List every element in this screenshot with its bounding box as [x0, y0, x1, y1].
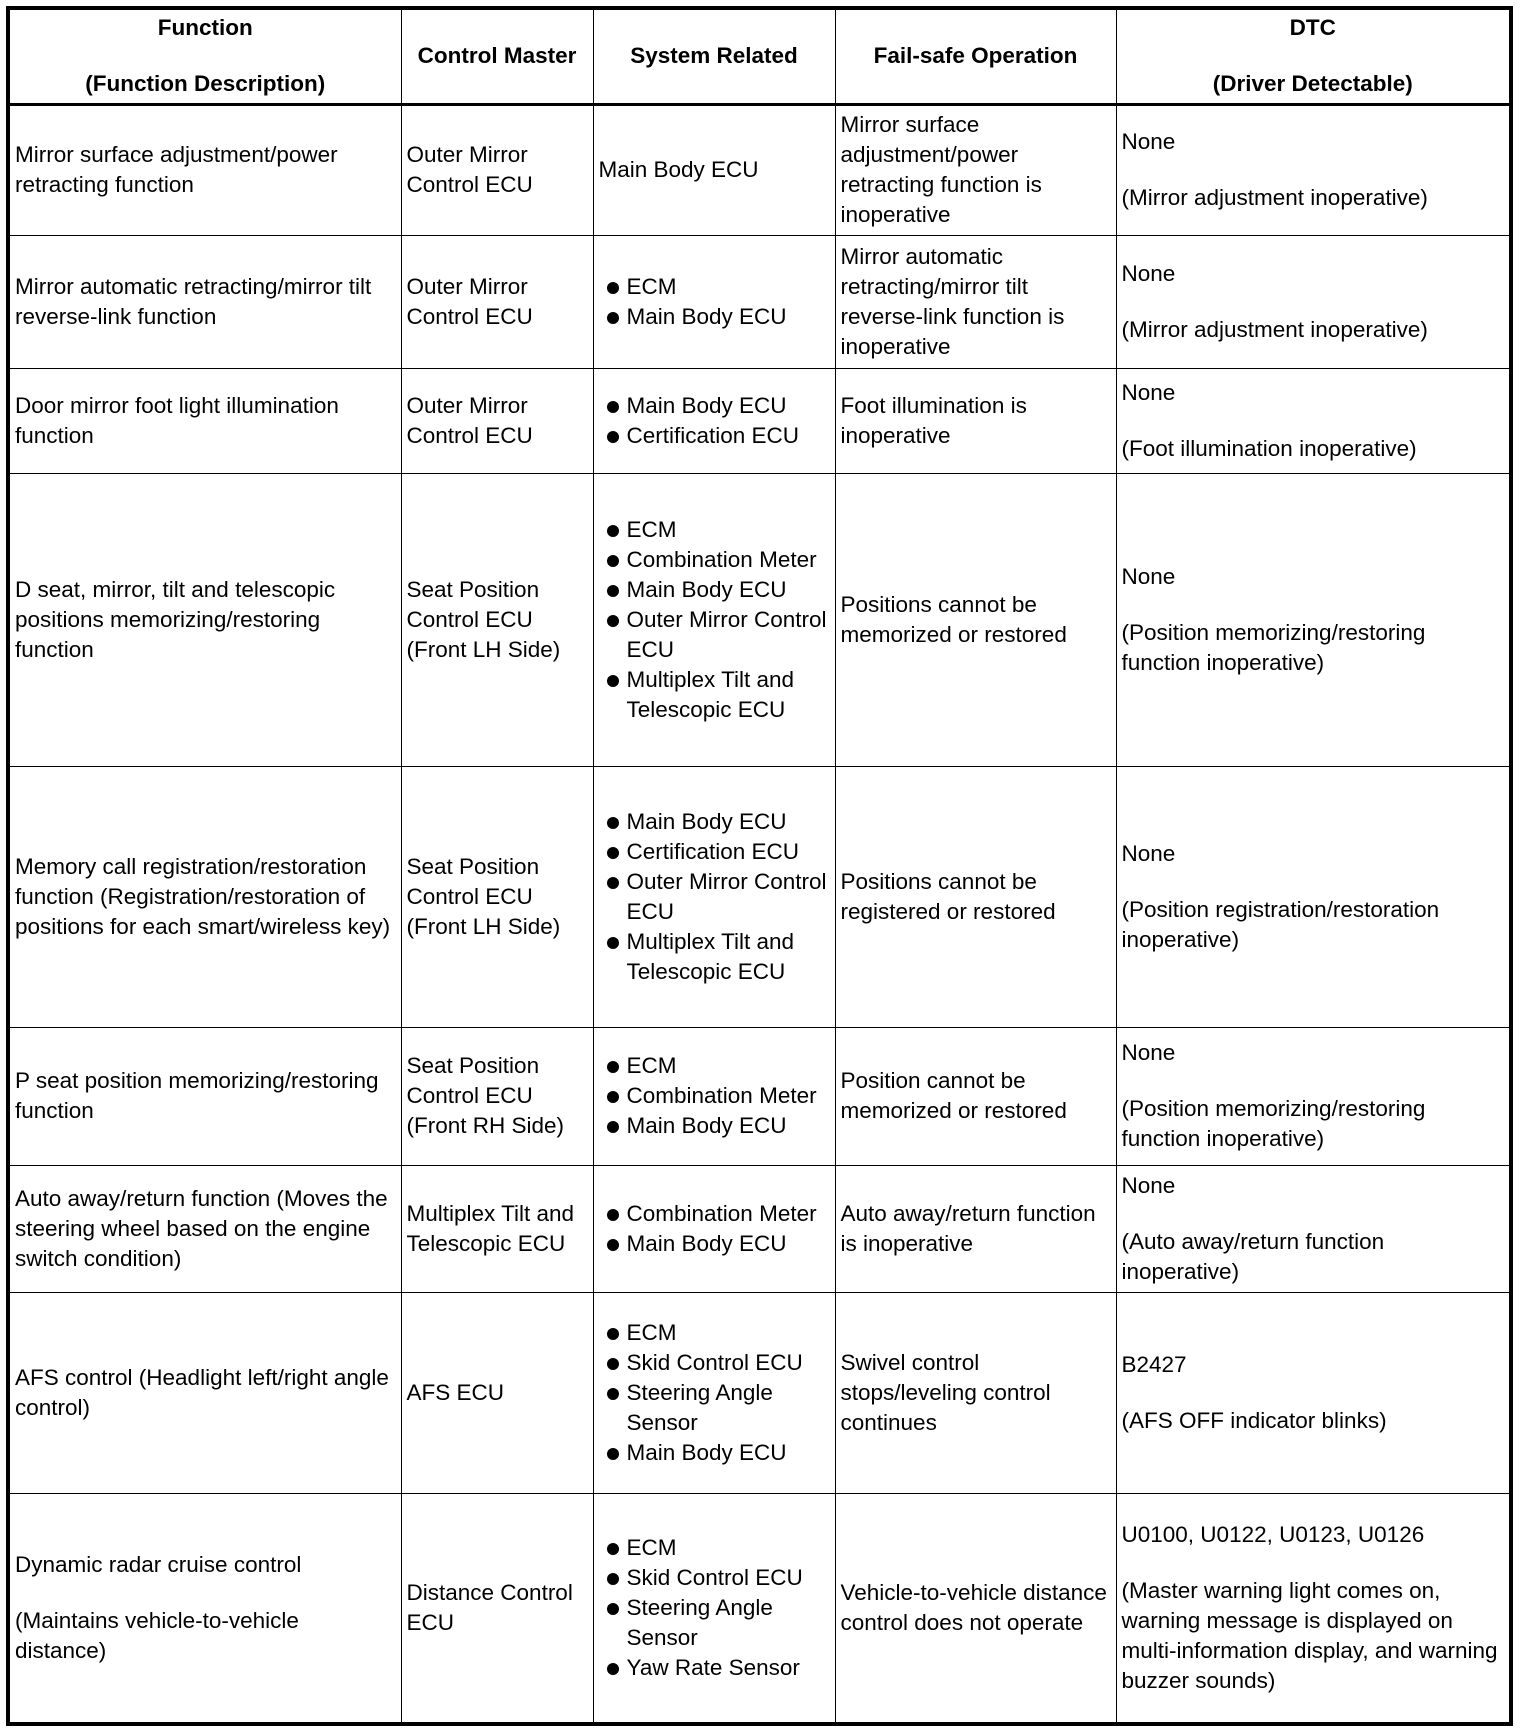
spacer: [1122, 1380, 1505, 1406]
function-text: Door mirror foot light illumination function: [15, 392, 339, 448]
control-master-cell: Outer Mirror Control ECU: [401, 235, 593, 368]
fail-safe-cell: Position cannot be memorized or restored: [835, 1027, 1116, 1165]
dtc-cell: [1116, 473, 1511, 766]
fail-safe-cell: Mirror automatic retracting/mirror tilt reverse-link function is inoperative: [835, 235, 1116, 368]
dtc-code: B2427: [1121, 1351, 1187, 1377]
dtc-cell: [1116, 104, 1511, 235]
header-dtc: [1116, 8, 1511, 104]
system-list-item: Skid Control ECU: [627, 1563, 830, 1593]
system-list: [599, 1199, 830, 1259]
control-master-cell: Seat Position Control ECU (Front RH Side): [401, 1027, 593, 1165]
system-list-item: Combination Meter: [627, 1081, 830, 1111]
system-related-cell: [593, 1493, 835, 1724]
system-list-item: Outer Mirror Control ECU: [627, 605, 830, 665]
system-list-item: Main Body ECU: [627, 1438, 830, 1468]
function-table: [6, 6, 1513, 1726]
dtc-note: (Mirror adjustment inoperative): [1121, 316, 1428, 342]
header-dtc-title: DTC: [1289, 15, 1336, 41]
header-row: [8, 8, 1511, 104]
function-cell: [8, 1493, 401, 1724]
dtc-note: (Position memorizing/restoring function inoperative): [1121, 619, 1426, 675]
function-text: AFS control (Headlight left/right angle control): [15, 1364, 389, 1420]
dtc-cell: [1116, 766, 1511, 1027]
function-cell: [8, 235, 401, 368]
table-row: [8, 1493, 1511, 1724]
system-related-cell: [593, 473, 835, 766]
dtc-cell: [1116, 1292, 1511, 1493]
fail-safe-cell: Swivel control stops/leveling control continues: [835, 1292, 1116, 1493]
dtc-code: None: [1121, 563, 1176, 589]
function-text: Mirror surface adjustment/power retracting function: [15, 142, 338, 197]
function-cell: [8, 473, 401, 766]
dtc-note: (Auto away/return function inoperative): [1121, 1228, 1385, 1284]
table-row: [8, 766, 1511, 1027]
header-system-related: System Related: [593, 8, 835, 104]
control-master-cell: Seat Position Control ECU (Front LH Side): [401, 766, 593, 1027]
system-list: [599, 515, 830, 725]
function-cell: [8, 766, 401, 1027]
system-list-item: Main Body ECU: [627, 807, 830, 837]
control-master-cell: Multiplex Tilt and Telescopic ECU: [401, 1165, 593, 1292]
dtc-note: (Mirror adjustment inoperative): [1121, 185, 1428, 210]
function-cell: [8, 1027, 401, 1165]
header-control-master: Control Master: [401, 8, 593, 104]
system-list-item: Skid Control ECU: [627, 1348, 830, 1378]
system-list-item: Steering Angle Sensor: [627, 1593, 830, 1653]
table-row: [8, 1165, 1511, 1292]
dtc-cell: [1116, 1493, 1511, 1724]
system-related-cell: [593, 1027, 835, 1165]
system-list: [599, 807, 830, 987]
function-cell: [8, 1165, 401, 1292]
fail-safe-cell: Foot illumination is inoperative: [835, 368, 1116, 473]
system-related-cell: [593, 766, 835, 1027]
system-list: [599, 1533, 830, 1683]
system-list-item: Certification ECU: [627, 421, 830, 451]
system-related-cell: [593, 368, 835, 473]
spacer: [1122, 289, 1505, 315]
system-list-item: Combination Meter: [627, 545, 830, 575]
system-list-item: Outer Mirror Control ECU: [627, 867, 830, 927]
system-list-item: Multiplex Tilt and Telescopic ECU: [627, 665, 830, 725]
dtc-code: None: [1121, 129, 1176, 154]
function-text: Memory call registration/restoration function (Registration/restoration of positions for each smart/wireless key): [15, 853, 391, 939]
function-cell: [8, 1292, 401, 1493]
spacer: [1122, 592, 1505, 618]
table-row: [8, 235, 1511, 368]
system-list-item: Main Body ECU: [627, 575, 830, 605]
system-list-item: Steering Angle Sensor: [627, 1378, 830, 1438]
header-function-sub: (Function Description): [85, 71, 326, 97]
control-master-cell: Seat Position Control ECU (Front LH Side): [401, 473, 593, 766]
table-row: [8, 368, 1511, 473]
system-list-item: Combination Meter: [627, 1199, 830, 1229]
fail-safe-cell: Positions cannot be registered or restored: [835, 766, 1116, 1027]
system-list-item: Main Body ECU: [627, 1229, 830, 1259]
dtc-code: None: [1121, 840, 1176, 866]
system-list: [599, 1051, 830, 1141]
system-related-cell: [593, 1165, 835, 1292]
system-list-item: Main Body ECU: [627, 391, 830, 421]
control-master-cell: Outer Mirror Control ECU: [401, 368, 593, 473]
spacer: [1122, 408, 1505, 434]
header-dtc-sub: (Driver Detectable): [1212, 71, 1413, 97]
spacer: [1122, 1550, 1505, 1576]
function-cell: [8, 104, 401, 235]
system-list-item: Multiplex Tilt and Telescopic ECU: [627, 927, 830, 987]
system-list-item: Certification ECU: [627, 837, 830, 867]
system-related-cell: [593, 235, 835, 368]
dtc-note: (Position registration/restoration inoperative): [1121, 896, 1440, 952]
dtc-note: (AFS OFF indicator blinks): [1121, 1407, 1387, 1433]
dtc-code: None: [1121, 379, 1176, 405]
table-row: [8, 104, 1511, 235]
spacer: [1122, 157, 1505, 183]
system-list: [599, 391, 830, 451]
dtc-cell: [1116, 1165, 1511, 1292]
dtc-cell: [1116, 368, 1511, 473]
function-text: P seat position memorizing/restoring function: [15, 1068, 379, 1123]
table-row: [8, 473, 1511, 766]
system-related-cell: [593, 104, 835, 235]
system-list: [599, 272, 830, 332]
system-related-cell: [593, 1292, 835, 1493]
spacer: [15, 1580, 396, 1606]
header-fail-safe: Fail-safe Operation: [835, 8, 1116, 104]
dtc-code: None: [1121, 1040, 1176, 1065]
control-master-cell: Distance Control ECU: [401, 1493, 593, 1724]
fail-safe-cell: Auto away/return function is inoperative: [835, 1165, 1116, 1292]
spacer: [1122, 1201, 1505, 1227]
system-list-item: Yaw Rate Sensor: [627, 1653, 830, 1683]
function-text: D seat, mirror, tilt and telescopic positions memorizing/restoring function: [15, 576, 336, 662]
function-cell: [8, 368, 401, 473]
function-text: Mirror automatic retracting/mirror tilt reverse-link function: [15, 273, 372, 329]
system-list: [599, 1318, 830, 1468]
system-list-item: ECM: [627, 1051, 830, 1081]
system-list-item: Main Body ECU: [627, 302, 830, 332]
control-master-cell: AFS ECU: [401, 1292, 593, 1493]
header-function: [8, 8, 401, 104]
dtc-code: U0100, U0122, U0123, U0126: [1121, 1521, 1425, 1547]
system-list-item: Main Body ECU: [627, 1111, 830, 1141]
dtc-code: None: [1121, 260, 1176, 286]
system-list-item: ECM: [627, 515, 830, 545]
fail-safe-cell: Positions cannot be memorized or restored: [835, 473, 1116, 766]
system-list-item: ECM: [627, 1533, 830, 1563]
dtc-note: (Position memorizing/restoring function inoperative): [1121, 1096, 1426, 1151]
table-row: [8, 1027, 1511, 1165]
function-text: (Maintains vehicle-to-vehicle distance): [15, 1607, 299, 1663]
dtc-cell: [1116, 1027, 1511, 1165]
dtc-cell: [1116, 235, 1511, 368]
system-list-item: ECM: [627, 272, 830, 302]
function-text: Auto away/return function (Moves the steering wheel based on the engine switch condition): [15, 1185, 388, 1271]
control-master-cell: Outer Mirror Control ECU: [401, 104, 593, 235]
spacer: [1122, 1068, 1505, 1094]
fail-safe-cell: Vehicle-to-vehicle distance control does not operate: [835, 1493, 1116, 1724]
dtc-note: (Foot illumination inoperative): [1121, 435, 1417, 461]
dtc-note: (Master warning light comes on, warning message is displayed on multi-information display, and warning buzzer sounds): [1121, 1577, 1498, 1693]
spacer: [1122, 869, 1505, 895]
fail-safe-cell: Mirror surface adjustment/power retracting function is inoperative: [835, 104, 1116, 235]
system-list-item: ECM: [627, 1318, 830, 1348]
header-function-title: Function: [157, 15, 253, 41]
function-text: Dynamic radar cruise control: [15, 1551, 302, 1577]
system-text: Main Body ECU: [598, 157, 759, 182]
dtc-code: None: [1121, 1172, 1176, 1198]
table-row: [8, 1292, 1511, 1493]
